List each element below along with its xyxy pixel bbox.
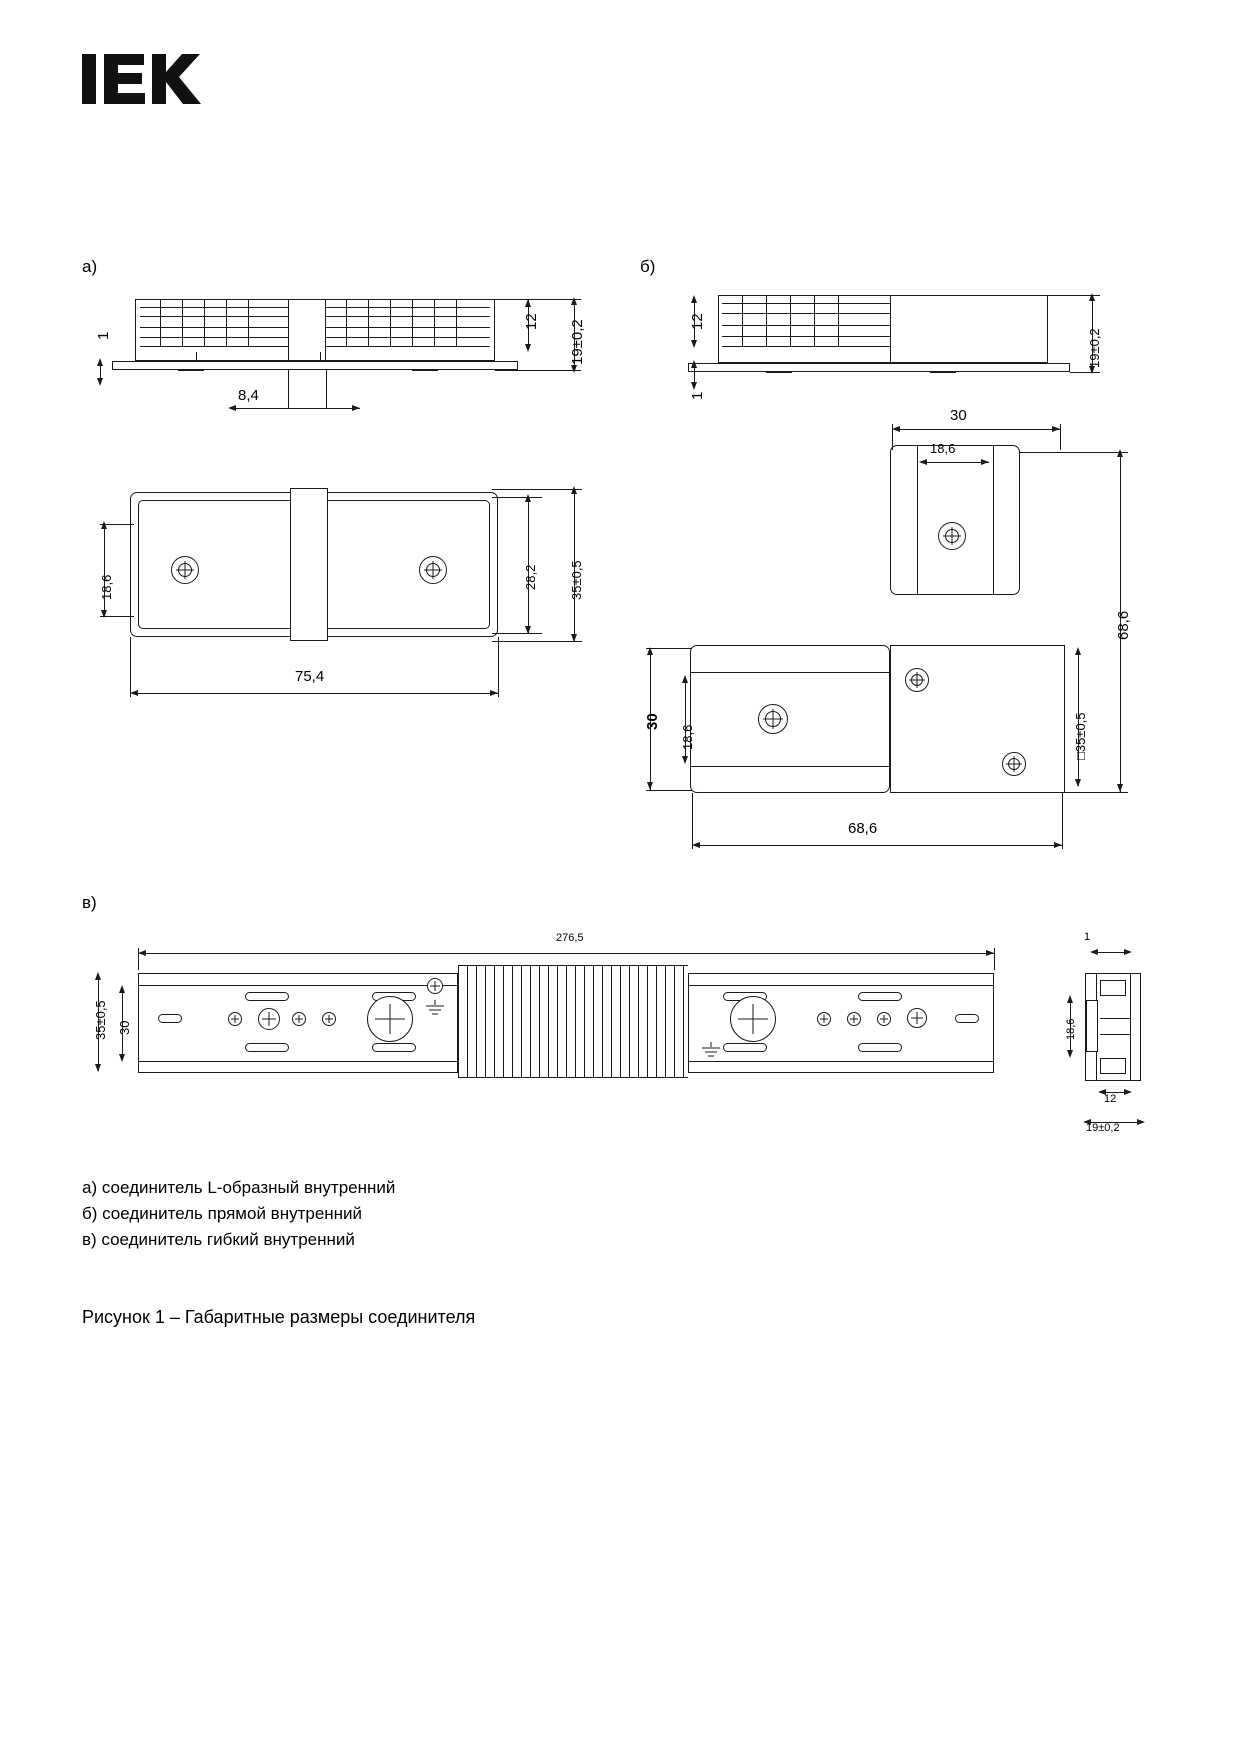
hole-icon: [228, 1012, 242, 1026]
ext-line: [1070, 372, 1100, 373]
hole-icon: [322, 1012, 336, 1026]
v-edge: [139, 985, 457, 986]
b-edge: [993, 446, 994, 594]
dim-a-35: 35±0,5: [569, 560, 584, 600]
hole-icon: [907, 1008, 927, 1028]
dim-arrow: [101, 521, 107, 529]
dim-b-12: 12: [689, 313, 706, 330]
ext-line: [498, 637, 499, 697]
ext-line: [1065, 792, 1128, 793]
ext-line: [1060, 424, 1061, 450]
ground-symbol-icon: [700, 1042, 722, 1060]
iek-logo: [82, 48, 202, 110]
ext-line: [138, 948, 139, 970]
ground-screw-icon: [427, 978, 443, 994]
section-line: [1100, 1034, 1130, 1035]
dim-arrow: [1124, 1089, 1132, 1095]
dim-b-686-v: 68,6: [1115, 610, 1132, 640]
legend-v: в) соединитель гибкий внутренний: [82, 1230, 355, 1249]
dim-b-186-left: 18,6: [680, 724, 695, 750]
a-rib: [456, 300, 457, 346]
b-plan-vertical-arm: [890, 445, 1020, 595]
dim-v-sec-12: 12: [1104, 1093, 1117, 1105]
dim-a-12: 12: [523, 313, 540, 330]
dim-arrow: [97, 358, 103, 366]
v-slot: [723, 1043, 767, 1052]
dim-arrow: [691, 382, 697, 390]
a-tab: [196, 352, 197, 362]
v-slot: [858, 992, 902, 1001]
screw-icon: [1002, 752, 1026, 776]
dim-arrow: [1117, 449, 1123, 457]
ext-line: [692, 793, 693, 849]
b-edge: [917, 446, 918, 594]
a-foot: [178, 370, 204, 371]
hole-icon: [817, 1012, 831, 1026]
ext-line: [1020, 452, 1128, 453]
screw-icon: [938, 522, 966, 550]
legend-b: б) соединитель прямой внутренний: [82, 1204, 363, 1223]
a-rib: [248, 300, 249, 346]
ground-symbol-icon: [424, 1000, 446, 1018]
dim-arrow: [691, 360, 697, 368]
dim-line: [230, 408, 360, 409]
dim-line: [132, 693, 498, 694]
dim-b-186-top: 18,6: [930, 441, 956, 456]
hole-icon: [258, 1008, 280, 1030]
v-slot: [245, 992, 289, 1001]
ext-line: [326, 370, 327, 408]
ext-line: [1062, 793, 1063, 849]
v-edge: [689, 1061, 993, 1062]
b-rib: [838, 296, 839, 346]
b-base-plate: [688, 363, 1070, 372]
a-rib: [368, 300, 369, 346]
dim-a-282: 28,2: [523, 564, 538, 590]
dim-line: [694, 845, 1062, 846]
view-label-v: в): [82, 893, 97, 912]
screw-icon: [905, 668, 929, 692]
dim-a-19: 19±0,2: [569, 319, 586, 365]
a-rib: [182, 300, 183, 346]
b-rib: [790, 296, 791, 346]
a-foot: [412, 370, 438, 371]
dim-b-686-bottom: 68,6: [848, 820, 878, 837]
a-rib: [204, 300, 205, 346]
dim-arrow: [119, 1054, 125, 1062]
section-detail: [1100, 1058, 1126, 1074]
v-edge: [139, 1061, 457, 1062]
dim-a-754: 75,4: [295, 668, 325, 685]
dim-arrow: [691, 295, 697, 303]
dim-arrow: [691, 340, 697, 348]
ext-line: [100, 524, 134, 525]
ext-line: [1046, 295, 1100, 296]
ext-line: [492, 633, 542, 634]
dim-line: [921, 462, 989, 463]
dim-arrow: [892, 426, 900, 432]
dim-b-1: 1: [689, 391, 706, 400]
dim-arrow: [1075, 779, 1081, 787]
dim-arrow: [228, 405, 236, 411]
b-edge: [691, 766, 889, 767]
ext-line: [288, 370, 289, 408]
b-plan-horizontal-arm: [690, 645, 890, 793]
section-detail: [1100, 980, 1126, 996]
a-base-plate: [112, 361, 518, 370]
dim-b-30-top: 30: [950, 407, 967, 424]
dim-v-sec-19: 19±0,2: [1086, 1122, 1120, 1134]
dim-v-length: 276,5: [556, 932, 584, 944]
hole-icon: [877, 1012, 891, 1026]
v-edge: [689, 985, 993, 986]
a-rib: [226, 300, 227, 346]
section-line: [1130, 974, 1131, 1080]
b-edge: [691, 672, 889, 673]
dim-arrow: [986, 950, 994, 956]
a-rib: [160, 300, 161, 346]
v-slot: [158, 1014, 182, 1023]
b-slot-line: [722, 346, 890, 347]
ext-line: [646, 790, 692, 791]
view-label-a: а): [82, 257, 98, 276]
screw-icon: [758, 704, 788, 734]
dim-line: [104, 524, 105, 616]
ext-line: [495, 299, 581, 300]
section-line: [1100, 1018, 1130, 1019]
dim-arrow: [525, 299, 531, 307]
b-divider: [890, 296, 891, 362]
hole-icon: [847, 1012, 861, 1026]
dim-arrow: [97, 378, 103, 386]
ext-line: [495, 370, 581, 371]
dim-a-84: 8,4: [238, 387, 259, 404]
ext-line: [130, 637, 131, 697]
v-slot: [372, 1043, 416, 1052]
dim-arrow: [95, 1064, 101, 1072]
b-profile-outline: [718, 295, 1048, 363]
a-rib: [412, 300, 413, 346]
dim-b-30-left: 30: [644, 713, 661, 730]
big-hole-icon: [730, 996, 776, 1042]
screw-icon: [171, 556, 199, 584]
v-bellow-edge: [458, 1077, 688, 1078]
dim-a-1: 1: [95, 331, 112, 340]
dim-line: [140, 953, 994, 954]
a-tab: [320, 352, 321, 362]
a-plan-center-block: [290, 488, 328, 641]
b-slot-line: [722, 325, 890, 326]
dim-arrow: [571, 365, 577, 373]
dim-b-19: 19±0,2: [1087, 328, 1102, 368]
dim-arrow: [1117, 784, 1123, 792]
v-slot: [955, 1014, 979, 1023]
dim-v-sec-1: 1: [1084, 931, 1091, 943]
b-slot-line: [722, 336, 890, 337]
dim-arrow: [692, 842, 700, 848]
dim-arrow: [525, 344, 531, 352]
dim-arrow: [1075, 647, 1081, 655]
dim-v-sec-186: 18,6: [1065, 1018, 1077, 1040]
legend-a: а) соединитель L-образный внутренний: [82, 1178, 396, 1197]
dim-v-30: 30: [117, 1020, 132, 1035]
dim-arrow: [682, 756, 688, 764]
b-foot: [766, 372, 792, 373]
dim-arrow: [352, 405, 360, 411]
dim-arrow: [1052, 426, 1060, 432]
b-rib: [766, 296, 767, 346]
dim-b-35-square: □35±0,5: [1073, 712, 1088, 760]
ext-line: [100, 616, 134, 617]
dim-arrow: [1090, 949, 1098, 955]
dim-arrow: [682, 675, 688, 683]
dim-arrow: [119, 985, 125, 993]
big-hole-icon: [367, 996, 413, 1042]
a-rib: [346, 300, 347, 346]
dim-arrow: [981, 459, 989, 465]
b-slot-line: [722, 313, 890, 314]
ext-line: [994, 948, 995, 970]
ext-line: [492, 489, 582, 490]
dim-arrow: [130, 690, 138, 696]
dim-arrow: [1124, 949, 1132, 955]
dim-arrow: [571, 486, 577, 494]
dim-arrow: [138, 950, 146, 956]
dim-arrow: [95, 972, 101, 980]
a-rib: [434, 300, 435, 346]
dim-arrow: [1054, 842, 1062, 848]
dim-arrow: [647, 782, 653, 790]
dim-arrow: [1067, 1050, 1073, 1058]
b-foot: [930, 372, 956, 373]
hole-icon: [292, 1012, 306, 1026]
figure-caption: Рисунок 1 – Габаритные размеры соединителя: [82, 1307, 476, 1327]
ext-line: [892, 424, 893, 450]
dim-arrow: [919, 459, 927, 465]
section-detail: [1086, 1000, 1098, 1052]
dim-arrow: [1067, 995, 1073, 1003]
ext-line: [492, 497, 542, 498]
dim-v-35: 35±0,5: [93, 1000, 108, 1040]
dim-line: [894, 429, 1060, 430]
v-slot: [245, 1043, 289, 1052]
b-slot-line: [722, 303, 890, 304]
dim-arrow: [525, 494, 531, 502]
v-slot: [858, 1043, 902, 1052]
dim-arrow: [1137, 1119, 1145, 1125]
dim-arrow: [490, 690, 498, 696]
b-rib: [742, 296, 743, 346]
ext-line: [492, 641, 582, 642]
b-rib: [814, 296, 815, 346]
a-rib: [390, 300, 391, 346]
v-bellow-edge: [458, 965, 688, 966]
v-flexible-bellows: [458, 965, 688, 1077]
view-label-b: б): [640, 257, 656, 276]
dim-a-186: 18,6: [99, 574, 114, 600]
screw-icon: [419, 556, 447, 584]
ext-line: [646, 648, 692, 649]
